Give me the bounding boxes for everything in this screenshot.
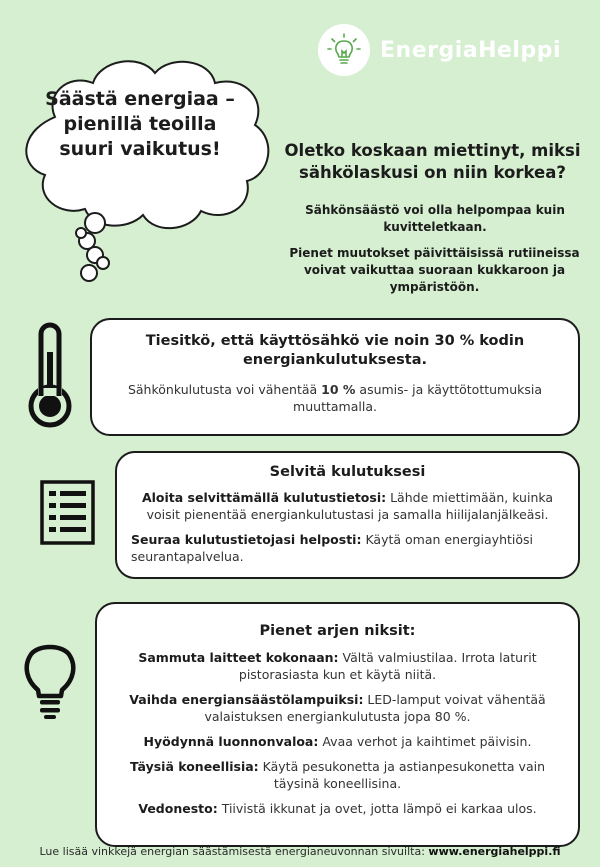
consumption-item-label: Seuraa kulutustietojasi helposti: [131, 532, 362, 547]
tip-text: Avaa verhot ja kaihtimet päivisin. [318, 734, 532, 749]
fact-text-before: Sähkönkulutusta voi vähentää [127, 382, 322, 397]
footer-text: Lue lisää vinkkejä energian säästämisestä energianeuvonnan sivuilta: [39, 845, 429, 858]
tip-text: LED-lamput voivat vähentää valaistuksen energiankulutusta jopa 80 %. [204, 692, 546, 724]
fact-title: Tiesitkö, että käyttösähkö vie noin 30 % kodin energiankulutuksesta. [145, 333, 525, 368]
fact-highlight: 10 % [321, 382, 356, 397]
consumption-item-label: Aloita selvittämällä kulutustietosi: [141, 490, 387, 505]
tip-item [111, 649, 564, 683]
lightbulb-icon [318, 24, 370, 76]
fact-text [110, 381, 560, 415]
tip-text: Vältä valmiustilaa. Irrota laturit pistorasiasta kun et käytä niitä. [238, 650, 537, 682]
brand-name: EnergiaHelppi [380, 37, 562, 63]
tip-label: Hyödynnä luonnonvaloa: [143, 734, 319, 749]
fact-box [90, 318, 580, 436]
intro-question: Oletko koskaan miettinyt, miksi sähkölaskusi on niin korkea? [284, 141, 581, 182]
consumption-item [131, 489, 564, 523]
brand-logo[interactable] [318, 24, 561, 76]
tip-item [111, 733, 564, 750]
tip-item [111, 800, 564, 817]
tip-label: Vedonesto: [138, 801, 218, 816]
tip-text: Käytä pesukonetta ja astianpesukonetta vain täysinä koneellisina. [258, 759, 545, 791]
lightbulb-outline-icon [20, 636, 80, 721]
tip-label: Täysiä koneellisia: [130, 759, 259, 774]
intro-paragraph-1: Sähkönsäästö voi olla helpompaa kuin kuvitteletkaan. [305, 203, 565, 234]
tip-label: Sammuta laitteet kokonaan: [138, 650, 339, 665]
tip-item [111, 758, 564, 792]
tip-label: Vaihda energiansäästölampuiksi: [129, 692, 364, 707]
thermometer-icon [20, 322, 80, 432]
consumption-title: Selvitä kulutuksesi [269, 464, 426, 480]
cloud-slogan: Säästä energiaa – pienillä teoilla suuri vaikutus! [45, 88, 235, 160]
consumption-box [115, 451, 580, 579]
tips-box [95, 602, 580, 847]
checklist-icon [40, 480, 95, 545]
consumption-item-text: Lähde miettimään, kuinka voisit pienentää energiankulutustasi ja samalla hiilijalanjälkeäsi. [146, 490, 554, 522]
fact-text-after: asumis- ja käyttötottumuksia muuttamalla. [293, 382, 543, 414]
consumption-item-text: Käytä oman energiayhtiösi seurantapalvelua. [131, 532, 534, 564]
tip-text: Tiivistä ikkunat ja ovet, jotta lämpö ei karkaa ulos. [217, 801, 537, 816]
tips-title: Pienet arjen niksit: [259, 623, 416, 639]
tip-item [111, 691, 564, 725]
thought-cloud [5, 45, 275, 295]
consumption-item [131, 531, 564, 565]
footer [0, 845, 600, 858]
footer-link[interactable]: www.energiahelppi.fi [428, 845, 561, 858]
intro-paragraph-2: Pienet muutokset päivittäisissä rutiineissa voivat vaikuttaa suoraan kukkaroon ja ympäristöön. [289, 246, 580, 294]
